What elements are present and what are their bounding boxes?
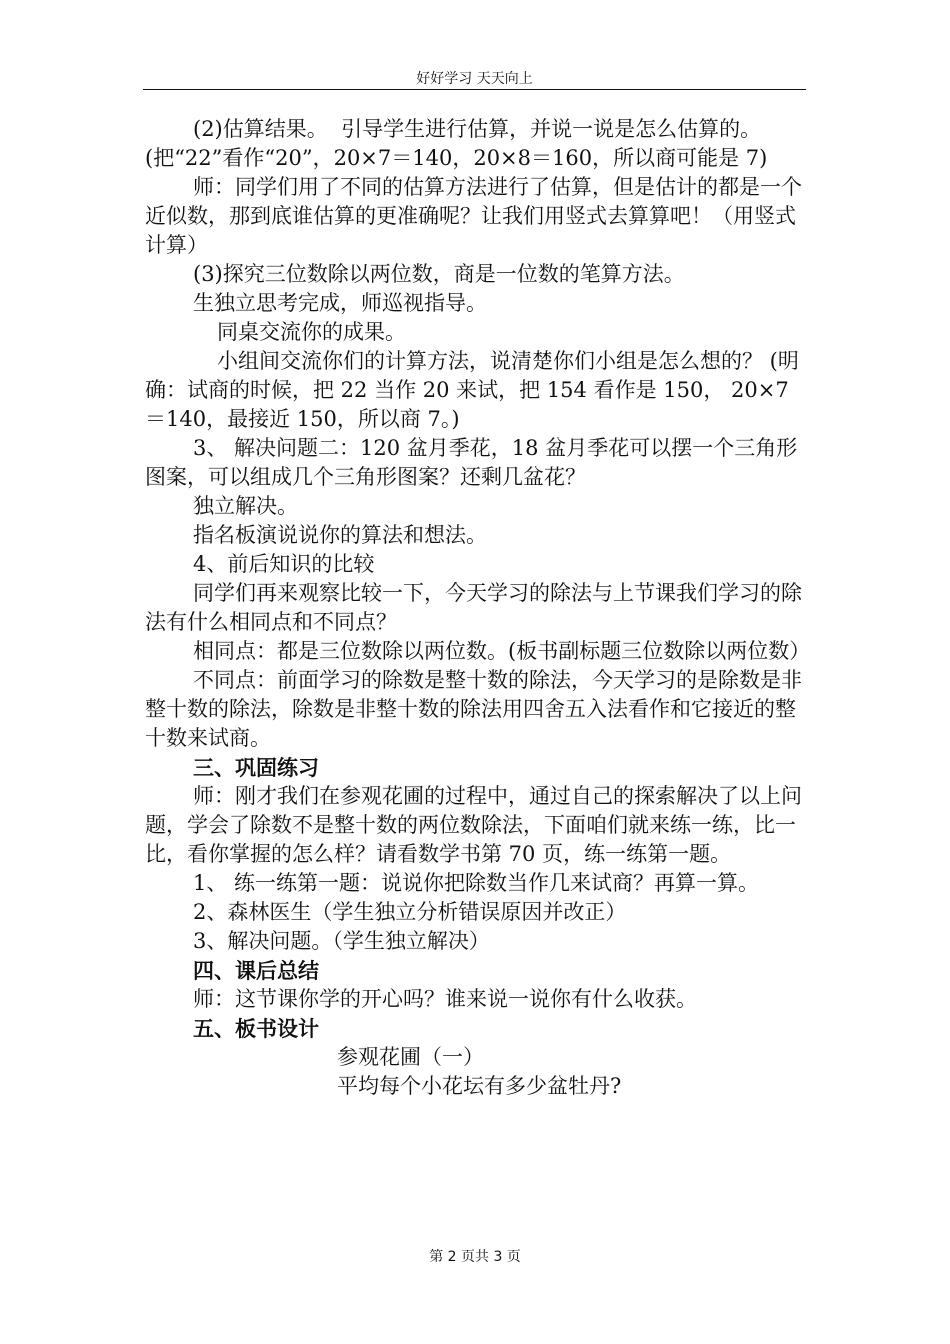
section-heading-summary: 四、课后总结 <box>193 958 319 983</box>
section-heading-practice: 三、巩固练习 <box>193 755 319 780</box>
paragraph-exercise-one: 1、 练一练第一题：说说你把除数当作几来试商？再算一算。 <box>193 871 760 895</box>
paragraph-group-exchange: 小组间交流你们的计算方法，说清楚你们小组是怎么想的？ (明确：试商的时候，把 22 当作 20 来试，把 154 看作是 150， 20×7＝140，最接近 150，所以商 7。) <box>145 349 799 431</box>
paragraph-independent-thinking: 生独立思考完成，师巡视指导。 <box>193 291 487 315</box>
paragraph-compare-question: 同学们再来观察比较一下，今天学习的除法与上节课我们学习的除法有什么相同点和不同点？ <box>145 581 802 634</box>
board-title: 参观花圃（一） <box>337 1045 484 1069</box>
paragraph-teacher-estimate: 师：同学们用了不同的估算方法进行了估算，但是估计的都是一个近似数，那到底谁估算的更准确呢？让我们用竖式去算算吧！（用竖式计算） <box>145 175 802 257</box>
page-footer: 第 2 页共 3 页 <box>429 1249 521 1265</box>
board-question: 平均每个小花坛有多少盆牡丹? <box>337 1074 622 1098</box>
paragraph-practice-intro: 师：刚才我们在参观花圃的过程中，通过自己的探索解决了以上问题，学会了除数不是整十数的两位数除法，下面咱们就来练一练，比一比，看你掌握的怎么样？请看数学书第 70 页，练一练第一题。 <box>145 784 802 866</box>
page-header: 好好学习 天天向上 <box>416 71 533 87</box>
paragraph-summary: 师：这节课你学的开心吗？谁来说一说你有什么收获。 <box>193 987 697 1011</box>
paragraph-exercise-two: 2、森林医生（学生独立分析错误原因并改正） <box>193 900 627 924</box>
header-rule <box>143 89 806 90</box>
paragraph-solve-alone: 独立解决。 <box>193 494 298 518</box>
paragraph-similarity: 相同点：都是三位数除以两位数。(板书副标题三位数除以两位数） <box>193 639 811 663</box>
document-body <box>145 115 811 1101</box>
section-heading-board-design: 五、板书设计 <box>193 1016 319 1041</box>
paragraph-estimate-result: (2)估算结果。 引导学生进行估算，并说一说是怎么估算的。 (把“22”看作“20”，20×7＝140，20×8＝160，所以商可能是 7) <box>145 117 768 170</box>
paragraph-comparison-heading: 4、前后知识的比较 <box>193 552 375 576</box>
paragraph-problem-two: 3、 解决问题二：120 盆月季花，18 盆月季花可以摆一个三角形图案，可以组成几个三角形图案？还剩几盆花？ <box>145 436 798 489</box>
paragraph-board-demo: 指名板演说说你的算法和想法。 <box>193 523 487 547</box>
paragraph-explore-method: (3)探究三位数除以两位数，商是一位数的笔算方法。 <box>193 262 685 286</box>
paragraph-desk-exchange: 同桌交流你的成果。 <box>217 320 406 344</box>
paragraph-exercise-three: 3、解决问题。（学生独立解决） <box>193 929 490 953</box>
paragraph-difference: 不同点：前面学习的除数是整十数的除法，今天学习的是除数是非整十数的除法，除数是非整十数的除法用四舍五入法看作和它接近的整十数来试商。 <box>145 668 802 750</box>
